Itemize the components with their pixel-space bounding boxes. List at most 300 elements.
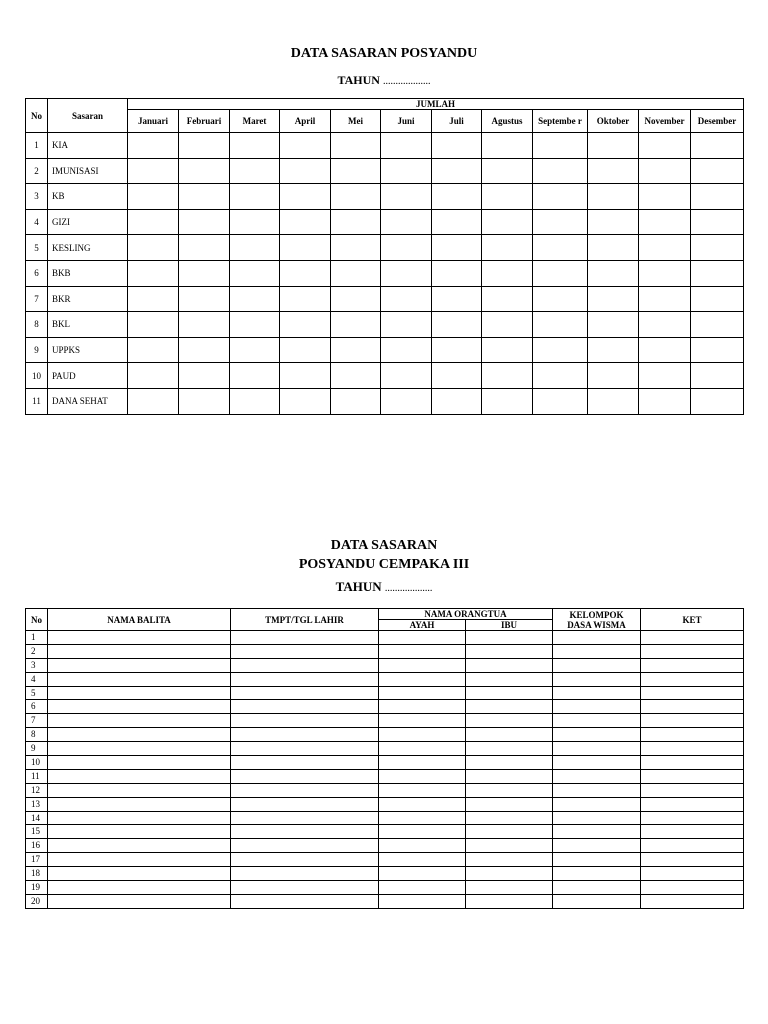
row-sasaran: IMUNISASI — [48, 158, 128, 184]
month-cell[interactable] — [230, 158, 280, 184]
month-cell[interactable] — [128, 388, 179, 414]
month-cell[interactable] — [381, 184, 432, 210]
row-number: 9 — [26, 742, 48, 756]
month-cell[interactable] — [482, 388, 533, 414]
entry-cell[interactable] — [641, 631, 744, 645]
month-cell[interactable] — [331, 184, 381, 210]
month-cell[interactable] — [128, 235, 179, 261]
entry-cell[interactable] — [231, 714, 379, 728]
entry-cell[interactable] — [641, 644, 744, 658]
row-number: 13 — [26, 797, 48, 811]
month-cell[interactable] — [588, 158, 639, 184]
month-cell[interactable] — [533, 260, 588, 286]
header-month: Juni — [381, 110, 432, 133]
table-row — [26, 235, 744, 261]
entry-cell[interactable] — [231, 811, 379, 825]
entry-cell[interactable] — [231, 839, 379, 853]
month-cell[interactable] — [588, 184, 639, 210]
month-cell[interactable] — [230, 286, 280, 312]
entry-cell[interactable] — [48, 700, 231, 714]
entry-cell[interactable] — [379, 658, 466, 672]
entry-cell[interactable] — [231, 686, 379, 700]
entry-cell[interactable] — [231, 756, 379, 770]
month-cell[interactable] — [639, 184, 691, 210]
entry-cell[interactable] — [231, 658, 379, 672]
month-cell[interactable] — [381, 388, 432, 414]
month-cell[interactable] — [482, 286, 533, 312]
entry-cell[interactable] — [379, 769, 466, 783]
header-ayah: AYAH — [379, 620, 466, 631]
row-number: 9 — [26, 337, 48, 363]
month-cell[interactable] — [230, 235, 280, 261]
month-cell[interactable] — [533, 312, 588, 338]
entry-cell[interactable] — [231, 894, 379, 908]
entry-cell[interactable] — [553, 658, 641, 672]
entry-cell[interactable] — [466, 742, 553, 756]
entry-cell[interactable] — [48, 631, 231, 645]
row-sasaran: KIA — [48, 133, 128, 159]
entry-cell[interactable] — [231, 825, 379, 839]
entry-cell[interactable] — [48, 881, 231, 895]
entry-cell[interactable] — [466, 631, 553, 645]
row-number: 5 — [26, 686, 48, 700]
entry-cell[interactable] — [379, 881, 466, 895]
month-cell[interactable] — [381, 235, 432, 261]
entry-cell[interactable] — [466, 728, 553, 742]
month-cell[interactable] — [588, 235, 639, 261]
month-cell[interactable] — [280, 260, 331, 286]
entry-cell[interactable] — [231, 797, 379, 811]
month-cell[interactable] — [230, 363, 280, 389]
table-row — [26, 811, 744, 825]
month-cell[interactable] — [179, 388, 230, 414]
entry-cell[interactable] — [231, 672, 379, 686]
header-month: Maret — [230, 110, 280, 133]
entry-cell[interactable] — [379, 714, 466, 728]
entry-cell[interactable] — [641, 728, 744, 742]
entry-cell[interactable] — [379, 700, 466, 714]
table-row — [26, 742, 744, 756]
entry-cell[interactable] — [231, 881, 379, 895]
table-row — [26, 337, 744, 363]
entry-cell[interactable] — [48, 867, 231, 881]
table-row — [26, 209, 744, 235]
month-cell[interactable] — [639, 388, 691, 414]
month-cell[interactable] — [230, 260, 280, 286]
entry-cell[interactable] — [48, 658, 231, 672]
entry-cell[interactable] — [641, 797, 744, 811]
entry-cell[interactable] — [641, 714, 744, 728]
month-cell[interactable] — [432, 312, 482, 338]
entry-cell[interactable] — [553, 797, 641, 811]
month-cell[interactable] — [230, 337, 280, 363]
month-cell[interactable] — [639, 312, 691, 338]
entry-cell[interactable] — [231, 853, 379, 867]
entry-cell[interactable] — [641, 769, 744, 783]
month-cell[interactable] — [331, 337, 381, 363]
month-cell[interactable] — [533, 286, 588, 312]
month-cell[interactable] — [230, 184, 280, 210]
entry-cell[interactable] — [553, 783, 641, 797]
entry-cell[interactable] — [641, 756, 744, 770]
row-number: 2 — [26, 158, 48, 184]
entry-cell[interactable] — [48, 728, 231, 742]
entry-cell[interactable] — [379, 839, 466, 853]
month-cell[interactable] — [179, 209, 230, 235]
month-cell[interactable] — [381, 260, 432, 286]
entry-cell[interactable] — [231, 867, 379, 881]
month-cell[interactable] — [128, 184, 179, 210]
month-cell[interactable] — [691, 363, 744, 389]
section2-year-label: TAHUN — [335, 579, 382, 594]
entry-cell[interactable] — [553, 686, 641, 700]
month-cell[interactable] — [482, 133, 533, 159]
month-cell[interactable] — [482, 260, 533, 286]
month-cell[interactable] — [691, 260, 744, 286]
entry-cell[interactable] — [231, 783, 379, 797]
month-cell[interactable] — [432, 337, 482, 363]
entry-cell[interactable] — [48, 811, 231, 825]
month-cell[interactable] — [331, 286, 381, 312]
row-number: 10 — [26, 363, 48, 389]
month-cell[interactable] — [381, 158, 432, 184]
table-row — [26, 881, 744, 895]
entry-cell[interactable] — [231, 742, 379, 756]
month-cell[interactable] — [533, 158, 588, 184]
entry-cell[interactable] — [466, 853, 553, 867]
entry-cell[interactable] — [48, 797, 231, 811]
month-cell[interactable] — [691, 158, 744, 184]
entry-cell[interactable] — [466, 839, 553, 853]
month-cell[interactable] — [128, 260, 179, 286]
entry-cell[interactable] — [379, 894, 466, 908]
entry-cell[interactable] — [641, 783, 744, 797]
month-cell[interactable] — [588, 133, 639, 159]
month-cell[interactable] — [280, 133, 331, 159]
month-cell[interactable] — [230, 209, 280, 235]
month-cell[interactable] — [588, 286, 639, 312]
entry-cell[interactable] — [48, 783, 231, 797]
entry-cell[interactable] — [466, 769, 553, 783]
month-cell[interactable] — [482, 312, 533, 338]
entry-cell[interactable] — [466, 811, 553, 825]
entry-cell[interactable] — [466, 783, 553, 797]
section1-title: DATA SASARAN POSYANDU — [290, 46, 478, 61]
table-row — [26, 260, 744, 286]
month-cell[interactable] — [280, 158, 331, 184]
table-row — [26, 867, 744, 881]
entry-cell[interactable] — [553, 672, 641, 686]
entry-cell[interactable] — [641, 658, 744, 672]
month-cell[interactable] — [381, 209, 432, 235]
row-number: 4 — [26, 209, 48, 235]
row-sasaran: KESLING — [48, 235, 128, 261]
month-cell[interactable] — [128, 158, 179, 184]
entry-cell[interactable] — [48, 756, 231, 770]
month-cell[interactable] — [128, 337, 179, 363]
entry-cell[interactable] — [48, 742, 231, 756]
month-cell[interactable] — [533, 337, 588, 363]
month-cell[interactable] — [639, 235, 691, 261]
month-cell[interactable] — [691, 312, 744, 338]
month-cell[interactable] — [691, 133, 744, 159]
entry-cell[interactable] — [48, 853, 231, 867]
entry-cell[interactable] — [641, 686, 744, 700]
entry-cell[interactable] — [641, 881, 744, 895]
header-kelompok-line1: KELOMPOK — [569, 609, 624, 620]
month-cell[interactable] — [432, 388, 482, 414]
month-cell[interactable] — [230, 312, 280, 338]
month-cell[interactable] — [128, 209, 179, 235]
entry-cell[interactable] — [466, 686, 553, 700]
month-cell[interactable] — [179, 363, 230, 389]
month-cell[interactable] — [280, 209, 331, 235]
month-cell[interactable] — [639, 337, 691, 363]
header-month: Agustus — [482, 110, 533, 133]
month-cell[interactable] — [482, 209, 533, 235]
table-row — [26, 783, 744, 797]
month-cell[interactable] — [588, 312, 639, 338]
month-cell[interactable] — [482, 337, 533, 363]
month-cell[interactable] — [230, 388, 280, 414]
entry-cell[interactable] — [379, 811, 466, 825]
month-cell[interactable] — [331, 363, 381, 389]
entry-cell[interactable] — [379, 783, 466, 797]
month-cell[interactable] — [533, 209, 588, 235]
month-cell[interactable] — [533, 235, 588, 261]
entry-cell[interactable] — [48, 894, 231, 908]
month-cell[interactable] — [639, 286, 691, 312]
row-number: 1 — [26, 133, 48, 159]
entry-cell[interactable] — [231, 728, 379, 742]
month-cell[interactable] — [331, 388, 381, 414]
month-cell[interactable] — [588, 388, 639, 414]
month-cell[interactable] — [482, 235, 533, 261]
entry-cell[interactable] — [231, 700, 379, 714]
entry-cell[interactable] — [553, 756, 641, 770]
entry-cell[interactable] — [466, 672, 553, 686]
entry-cell[interactable] — [641, 894, 744, 908]
month-cell[interactable] — [639, 158, 691, 184]
section2-year — [0, 579, 768, 595]
row-number: 15 — [26, 825, 48, 839]
entry-cell[interactable] — [48, 769, 231, 783]
row-number: 7 — [26, 286, 48, 312]
entry-cell[interactable] — [553, 881, 641, 895]
month-cell[interactable] — [432, 286, 482, 312]
entry-cell[interactable] — [466, 700, 553, 714]
month-cell[interactable] — [432, 158, 482, 184]
month-cell[interactable] — [280, 337, 331, 363]
entry-cell[interactable] — [553, 700, 641, 714]
month-cell[interactable] — [280, 235, 331, 261]
month-cell[interactable] — [533, 363, 588, 389]
entry-cell[interactable] — [553, 853, 641, 867]
month-cell[interactable] — [280, 286, 331, 312]
entry-cell[interactable] — [48, 839, 231, 853]
entry-cell[interactable] — [231, 631, 379, 645]
month-cell[interactable] — [432, 260, 482, 286]
month-cell[interactable] — [179, 184, 230, 210]
entry-cell[interactable] — [553, 811, 641, 825]
month-cell[interactable] — [179, 235, 230, 261]
month-cell[interactable] — [432, 363, 482, 389]
entry-cell[interactable] — [641, 700, 744, 714]
month-cell[interactable] — [179, 312, 230, 338]
month-cell[interactable] — [128, 312, 179, 338]
month-cell[interactable] — [691, 209, 744, 235]
entry-cell[interactable] — [48, 825, 231, 839]
entry-cell[interactable] — [641, 811, 744, 825]
entry-cell[interactable] — [553, 742, 641, 756]
month-cell[interactable] — [128, 133, 179, 159]
month-cell[interactable] — [179, 158, 230, 184]
month-cell[interactable] — [432, 235, 482, 261]
month-cell[interactable] — [179, 337, 230, 363]
month-cell[interactable] — [331, 158, 381, 184]
entry-cell[interactable] — [48, 686, 231, 700]
entry-cell[interactable] — [553, 728, 641, 742]
header-ibu: IBU — [466, 620, 553, 631]
entry-cell[interactable] — [48, 644, 231, 658]
month-cell[interactable] — [588, 337, 639, 363]
header-month: Oktober — [588, 110, 639, 133]
month-cell[interactable] — [381, 337, 432, 363]
header-month: Desember — [691, 110, 744, 133]
entry-cell[interactable] — [553, 631, 641, 645]
month-cell[interactable] — [381, 363, 432, 389]
header-tmpt-tgl-lahir: TMPT/TGL LAHIR — [231, 609, 379, 631]
table-row — [26, 363, 744, 389]
entry-cell[interactable] — [466, 825, 553, 839]
month-cell[interactable] — [482, 184, 533, 210]
month-cell[interactable] — [691, 337, 744, 363]
row-number: 7 — [26, 714, 48, 728]
entry-cell[interactable] — [466, 867, 553, 881]
month-cell[interactable] — [588, 209, 639, 235]
row-number: 17 — [26, 853, 48, 867]
month-cell[interactable] — [533, 388, 588, 414]
entry-cell[interactable] — [466, 756, 553, 770]
month-cell[interactable] — [381, 312, 432, 338]
entry-cell[interactable] — [379, 853, 466, 867]
month-cell[interactable] — [588, 260, 639, 286]
entry-cell[interactable] — [231, 769, 379, 783]
entry-cell[interactable] — [553, 769, 641, 783]
month-cell[interactable] — [432, 209, 482, 235]
entry-cell[interactable] — [379, 797, 466, 811]
month-cell[interactable] — [588, 363, 639, 389]
row-number: 8 — [26, 728, 48, 742]
entry-cell[interactable] — [641, 853, 744, 867]
entry-cell[interactable] — [641, 742, 744, 756]
month-cell[interactable] — [331, 312, 381, 338]
month-cell[interactable] — [432, 184, 482, 210]
entry-cell[interactable] — [553, 867, 641, 881]
entry-cell[interactable] — [641, 867, 744, 881]
month-cell[interactable] — [179, 286, 230, 312]
entry-cell[interactable] — [379, 686, 466, 700]
month-cell[interactable] — [280, 388, 331, 414]
month-cell[interactable] — [482, 158, 533, 184]
entry-cell[interactable] — [466, 797, 553, 811]
entry-cell[interactable] — [553, 825, 641, 839]
table-row — [26, 756, 744, 770]
entry-cell[interactable] — [48, 672, 231, 686]
entry-cell[interactable] — [641, 839, 744, 853]
entry-cell[interactable] — [379, 825, 466, 839]
entry-cell[interactable] — [379, 756, 466, 770]
month-cell[interactable] — [432, 133, 482, 159]
table-row — [26, 133, 744, 159]
month-cell[interactable] — [533, 133, 588, 159]
table-row — [26, 644, 744, 658]
entry-cell[interactable] — [379, 728, 466, 742]
month-cell[interactable] — [128, 286, 179, 312]
entry-cell[interactable] — [466, 894, 553, 908]
entry-cell[interactable] — [466, 881, 553, 895]
month-cell[interactable] — [381, 286, 432, 312]
month-cell[interactable] — [331, 260, 381, 286]
entry-cell[interactable] — [379, 631, 466, 645]
entry-cell[interactable] — [48, 714, 231, 728]
entry-cell[interactable] — [379, 742, 466, 756]
entry-cell[interactable] — [553, 839, 641, 853]
month-cell[interactable] — [691, 388, 744, 414]
entry-cell[interactable] — [231, 644, 379, 658]
month-cell[interactable] — [331, 209, 381, 235]
month-cell[interactable] — [128, 363, 179, 389]
month-cell[interactable] — [691, 235, 744, 261]
month-cell[interactable] — [381, 133, 432, 159]
entry-cell[interactable] — [553, 714, 641, 728]
month-cell[interactable] — [280, 184, 331, 210]
month-cell[interactable] — [280, 312, 331, 338]
entry-cell[interactable] — [379, 672, 466, 686]
month-cell[interactable] — [533, 184, 588, 210]
month-cell[interactable] — [179, 133, 230, 159]
entry-cell[interactable] — [466, 658, 553, 672]
month-cell[interactable] — [230, 133, 280, 159]
table-row — [26, 184, 744, 210]
row-number: 12 — [26, 783, 48, 797]
month-cell[interactable] — [639, 260, 691, 286]
row-number: 11 — [26, 769, 48, 783]
entry-cell[interactable] — [379, 644, 466, 658]
row-number: 6 — [26, 700, 48, 714]
entry-cell[interactable] — [553, 894, 641, 908]
entry-cell[interactable] — [641, 672, 744, 686]
month-cell[interactable] — [639, 209, 691, 235]
header-sasaran: Sasaran — [48, 99, 128, 133]
entry-cell[interactable] — [379, 867, 466, 881]
month-cell[interactable] — [482, 363, 533, 389]
header-jumlah: JUMLAH — [128, 99, 744, 110]
entry-cell[interactable] — [553, 644, 641, 658]
entry-cell[interactable] — [466, 714, 553, 728]
month-cell[interactable] — [331, 235, 381, 261]
month-cell[interactable] — [639, 363, 691, 389]
month-cell[interactable] — [639, 133, 691, 159]
month-cell[interactable] — [179, 260, 230, 286]
section2-title-line1: DATA SASARAN — [330, 538, 438, 553]
entry-cell[interactable] — [641, 825, 744, 839]
entry-cell[interactable] — [466, 644, 553, 658]
month-cell[interactable] — [331, 133, 381, 159]
month-cell[interactable] — [691, 184, 744, 210]
month-cell[interactable] — [691, 286, 744, 312]
month-cell[interactable] — [280, 363, 331, 389]
